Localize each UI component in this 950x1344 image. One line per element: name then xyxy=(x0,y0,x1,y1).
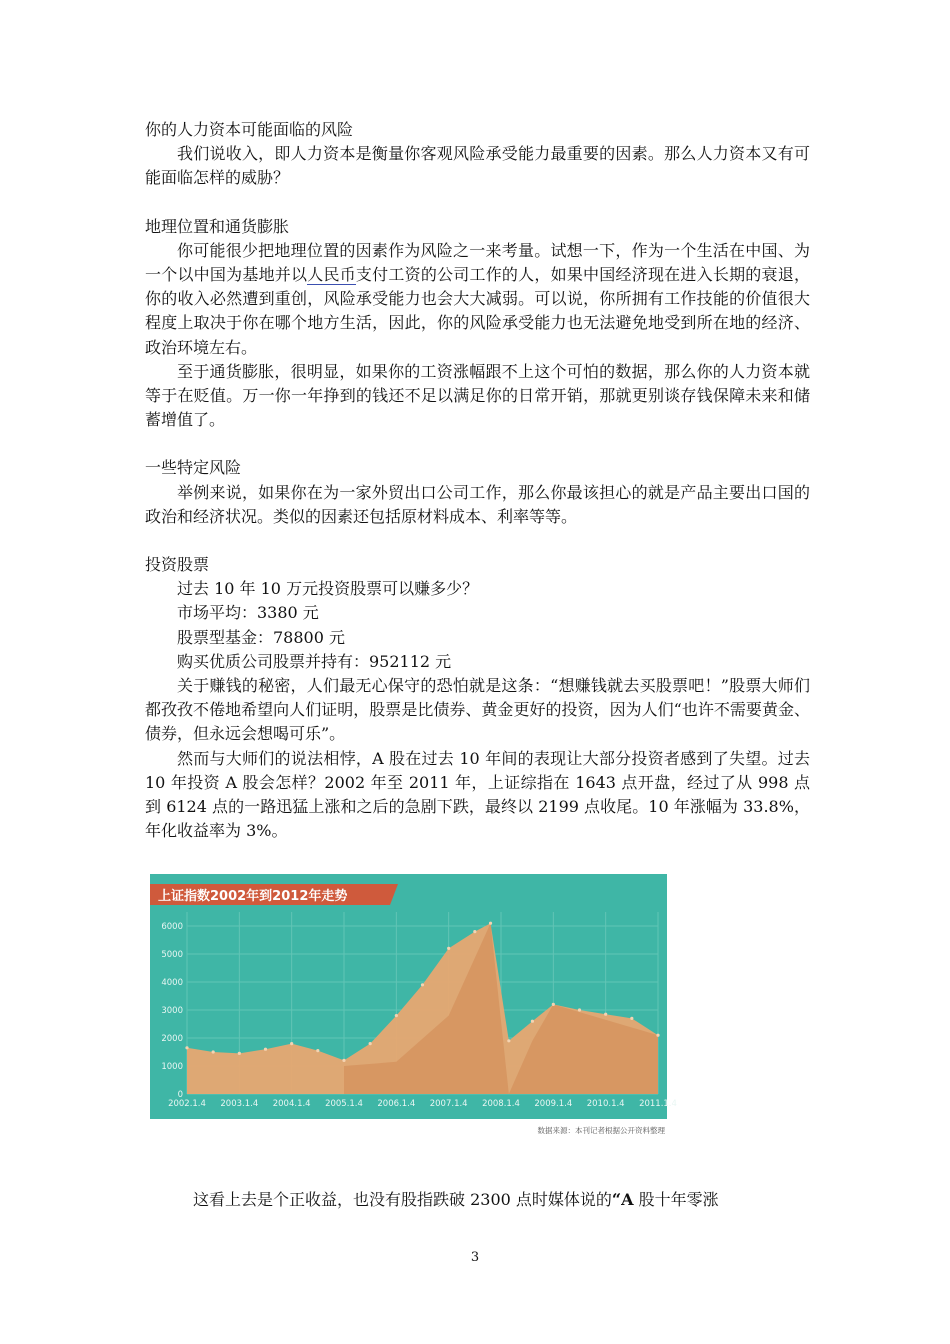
data-point xyxy=(212,1050,215,1053)
chart-title: 上证指数2002年到2012年走势 xyxy=(158,889,348,904)
data-point xyxy=(316,1049,319,1052)
data-point xyxy=(630,1017,633,1020)
paragraph-geo-1-part-b: 支付工资的公司工作的人，如果中国经济现在进入长期的衰退，你的收入必然遭到重创，风险承受能力也会大大减弱。可以说，你所拥有工作技能的价值很大程度上取决于你在哪个地方生活，因此，你的风险承受能力也无法避免地受到所在地的经济、政治环境左右。 xyxy=(145,265,810,357)
y-tick-label: 5000 xyxy=(161,950,183,960)
index-chart-figure xyxy=(150,874,677,1140)
x-tick-label: 2003.1.4 xyxy=(220,1099,259,1109)
chart-source-note: 数据来源：本刊记者根据公开资料整理 xyxy=(537,1126,665,1135)
paragraph-stock-1: 关于赚钱的秘密，人们最无心保守的恐怕就是这条：“想赚钱就去买股票吧！”股票大师们都孜孜不倦地希望向人们证明，股票是比债券、黄金更好的投资，因为人们“也许不需要黄金、债券，但永远会想喝可乐”。 xyxy=(145,676,810,744)
data-point xyxy=(264,1048,267,1051)
x-tick-label: 2005.1.4 xyxy=(325,1099,363,1109)
x-tick-label: 2009.1.4 xyxy=(534,1099,573,1109)
data-point xyxy=(531,1020,534,1023)
data-point xyxy=(473,930,476,933)
x-tick-label: 2010.1.4 xyxy=(586,1099,625,1109)
section-heading-geo: 地理位置和通货膨胀 xyxy=(145,216,290,236)
data-point xyxy=(507,1039,510,1042)
body-text xyxy=(145,118,810,843)
section-heading-risk: 你的人力资本可能面临的风险 xyxy=(145,120,354,139)
stock-line-quality: 购买优质公司股票并持有：952112 元 xyxy=(177,651,452,671)
data-point xyxy=(447,947,450,950)
y-tick-label: 6000 xyxy=(161,922,183,932)
paragraph-risk: 我们说收入，即人力资本是衡量你客观风险承受能力最重要的因素。那么人力资本又有可能面临怎样的威胁？ xyxy=(145,144,810,188)
data-point xyxy=(552,1003,555,1006)
x-tick-label: 2011.1.4 xyxy=(639,1099,677,1109)
x-tick-label: 2007.1.4 xyxy=(429,1099,468,1109)
y-tick-label: 3000 xyxy=(161,1006,183,1016)
y-tick-label: 4000 xyxy=(161,978,183,988)
x-tick-label: 2006.1.4 xyxy=(377,1099,416,1109)
paragraph-geo-1 xyxy=(145,239,810,360)
data-point xyxy=(395,1014,398,1017)
index-area-chart xyxy=(150,874,677,1140)
paragraph-specific: 举例来说，如果你在为一家外贸出口公司工作，那么你最该担心的就是产品主要出口国的政治和经济状况。类似的因素还包括原材料成本、利率等等。 xyxy=(145,482,810,526)
section-heading-specific: 一些特定风险 xyxy=(145,458,242,478)
stock-line-market: 市场平均：3380 元 xyxy=(177,603,319,623)
x-tick-label: 2004.1.4 xyxy=(272,1099,311,1109)
continued-text xyxy=(145,1188,810,1212)
stock-question: 过去 10 年 10 万元投资股票可以赚多少？ xyxy=(177,579,479,599)
renminbi-link[interactable]: 人民币 xyxy=(307,265,356,285)
data-point xyxy=(290,1042,293,1045)
paragraph-tail xyxy=(145,1188,810,1212)
data-point xyxy=(421,983,424,986)
data-point xyxy=(604,1013,607,1016)
y-tick-label: 1000 xyxy=(161,1062,183,1072)
x-tick-label: 2002.1.4 xyxy=(168,1099,206,1109)
paragraph-tail-part-c: 股十年零涨 xyxy=(633,1190,719,1209)
y-tick-label: 2000 xyxy=(161,1034,183,1044)
data-point xyxy=(578,1008,581,1011)
paragraph-tail-bold: “A xyxy=(611,1190,634,1209)
data-point xyxy=(369,1042,372,1045)
section-heading-stock: 投资股票 xyxy=(145,555,210,575)
paragraph-geo-1-part-a: 你可能很少把地理位置的因素作为风险之一来考量。试想一下，作为一个生活在中国、为一个以中国为基地并以 xyxy=(145,240,810,285)
data-point xyxy=(489,922,492,925)
y-tick-label: 0 xyxy=(177,1090,183,1100)
stock-line-fund: 股票型基金：78800 元 xyxy=(177,627,345,647)
paragraph-tail-part-a: 这看上去是个正收益，也没有股指跌破 2300 点时媒体说的 xyxy=(193,1190,612,1209)
x-tick-label: 2008.1.4 xyxy=(482,1099,520,1109)
data-point xyxy=(185,1046,188,1049)
page-number: 3 xyxy=(470,1250,480,1265)
paragraph-geo-2: 至于通货膨胀，很明显，如果你的工资涨幅跟不上这个可怕的数据，那么你的人力资本就等于在贬值。万一你一年挣到的钱还不足以满足你的日常开销，那就更别谈存钱保障未来和储蓄增值了。 xyxy=(145,361,810,430)
paragraph-stock-2: 然而与大师们的说法相悖，A 股在过去 10 年间的表现让大部分投资者感到了失望。过去 10 年投资 A 股会怎样？2002 年至 2011 年，上证综指在 1643 点开盘，经过了从 998 点到 6124 点的一路迅猛上涨和之后的急剧下跌，最终以 2199 点收尾。10 年涨幅为 33.8%，年化收益率为 3%。 xyxy=(145,748,810,841)
data-point xyxy=(342,1059,345,1062)
data-point xyxy=(238,1052,241,1055)
data-point xyxy=(656,1034,659,1037)
